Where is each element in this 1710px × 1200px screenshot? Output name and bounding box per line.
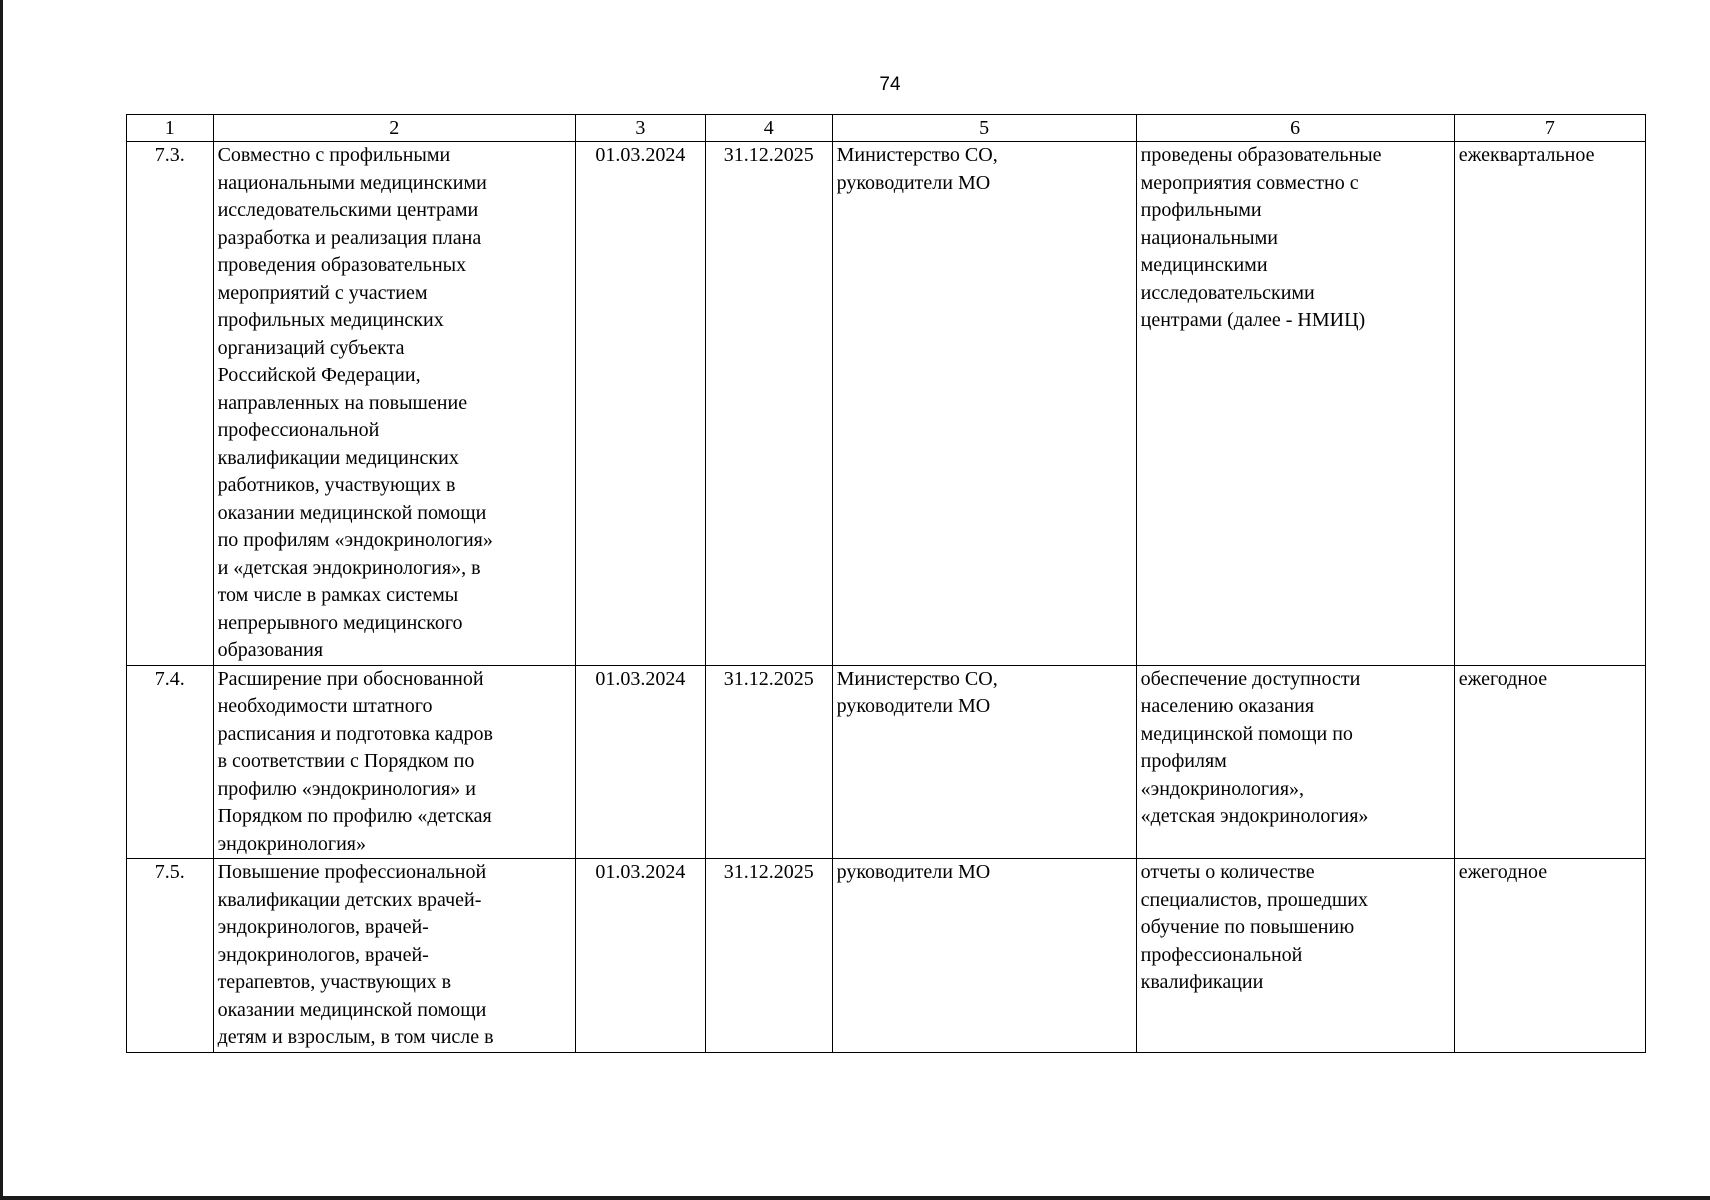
- frequency: ежеквартальное: [1454, 142, 1645, 666]
- start-date: 01.03.2024: [575, 665, 705, 859]
- table-row: [127, 665, 1646, 859]
- header-row: [127, 115, 1646, 142]
- responsible: [832, 142, 1136, 666]
- column-header-4: 4: [705, 115, 832, 142]
- start-date: 01.03.2024: [575, 859, 705, 1053]
- expected-result: [1136, 142, 1454, 666]
- column-header-5: 5: [832, 115, 1136, 142]
- column-header-2: 2: [213, 115, 575, 142]
- measure-description-text: Совместно с профильными национальными медицинскими исследовательскими центрами разработка и реализация плана проведения образовательных мероприятий с участием профильных медицинских организаций субъекта Российской Федерации, направленных на повышение профессиональной квалификации медицинских работников, участвующих в оказании медицинской помощи по профилям «эндокринология» и «детская эндокринология», в том числе в рамках системы непрерывного медицинского образования: [217, 144, 493, 661]
- end-date: 31.12.2025: [705, 665, 832, 859]
- expected-result: [1136, 665, 1454, 859]
- table-row: [127, 859, 1646, 1053]
- expected-result-text: обеспечение доступности населению оказания медицинской помощи по профилям «эндокринология», «детская эндокринология»: [1140, 667, 1369, 827]
- row-number: 7.3.: [127, 142, 214, 666]
- end-date: 31.12.2025: [705, 142, 832, 666]
- expected-result-text: проведены образовательные мероприятия совместно с профильными национальными медицинскими исследовательскими центрами (далее - НМИЦ): [1140, 144, 1382, 331]
- column-header-7: 7: [1454, 115, 1645, 142]
- column-header-1: 1: [127, 115, 214, 142]
- frequency: ежегодное: [1454, 859, 1645, 1053]
- column-header-3: 3: [575, 115, 705, 142]
- measure-description-text: Расширение при обоснованной необходимости штатного расписания и подготовка кадров в соответствии с Порядком по профилю «эндокринология» и Порядком по профилю «детская эндокринология»: [217, 667, 493, 855]
- expected-result-text: отчеты о количестве специалистов, прошедших обучение по повышению профессиональной квалификации: [1140, 861, 1369, 993]
- end-date: 31.12.2025: [705, 859, 832, 1053]
- frequency: ежегодное: [1454, 665, 1645, 859]
- measure-description-text: Повышение профессиональной квалификации детских врачей- эндокринологов, врачей- эндокринологов, врачей- терапевтов, участвующих в оказании медицинской помощи детям и взрослым, в том числе в: [217, 861, 494, 1048]
- row-number: 7.4.: [127, 665, 214, 859]
- scan-edge-bottom: [0, 1196, 1710, 1200]
- page-number: 74: [879, 74, 901, 95]
- responsible-text: руководители МО: [836, 861, 991, 883]
- responsible: [832, 859, 1136, 1053]
- responsible-text: Министерство СО, руководители МО: [836, 667, 998, 717]
- scan-edge-left: [0, 0, 3, 1200]
- expected-result: [1136, 859, 1454, 1053]
- responsible: [832, 665, 1136, 859]
- table-row: [127, 142, 1646, 666]
- measure-description: [213, 665, 575, 859]
- column-header-6: 6: [1136, 115, 1454, 142]
- measure-description: [213, 859, 575, 1053]
- responsible-text: Министерство СО, руководители МО: [836, 144, 998, 194]
- start-date: 01.03.2024: [575, 142, 705, 666]
- row-number: 7.5.: [127, 859, 214, 1053]
- measures-table: [126, 114, 1646, 1053]
- measure-description: [213, 142, 575, 666]
